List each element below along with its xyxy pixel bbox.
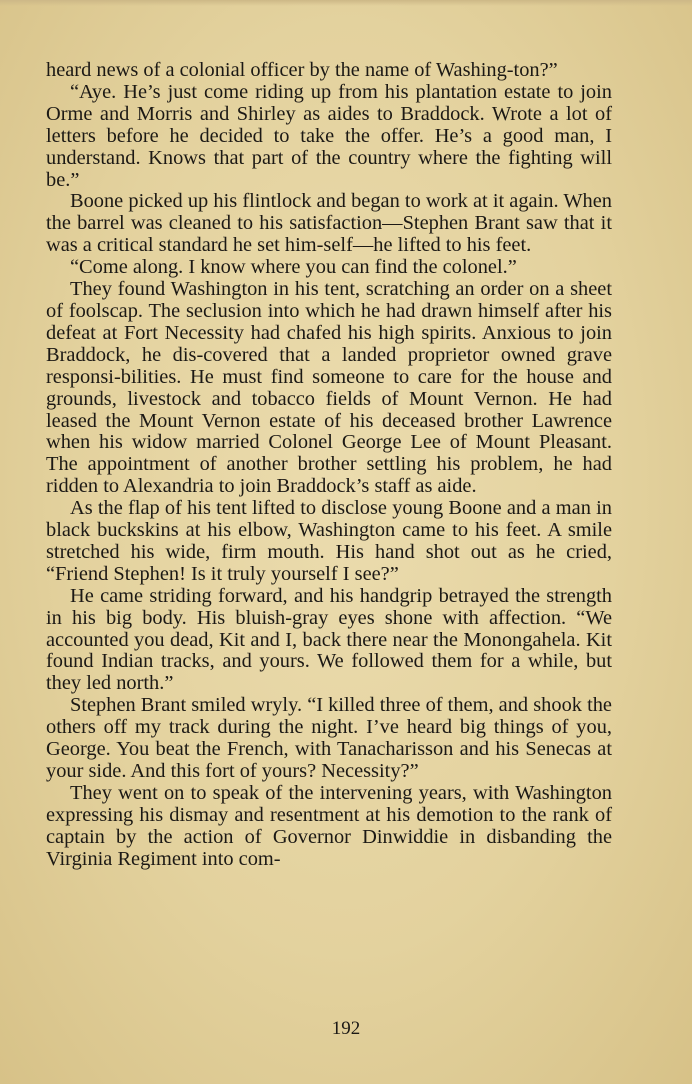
paragraph-7: He came striding forward, and his handgrip betrayed the strength in his big body. His bluish-gray eyes shone with affection. “We accounted you dead, Kit and I, back there near the Monongahela. Kit found Indian tracks, and yours. We followed them for a while, but they led north.”: [46, 584, 612, 695]
paragraph-4: “Come along. I know where you can find the colonel.”: [70, 256, 517, 279]
page-number: 192: [331, 1018, 361, 1039]
paragraph-9: They went on to speak of the intervening years, with Washington expressing his dismay and resentment at his demotion to the rank of captain by the action of Governor Dinwiddie in disbanding the Virginia Regiment into com-: [46, 781, 612, 870]
paragraph-6: As the flap of his tent lifted to disclose young Boone and a man in black buckskins at his elbow, Washington came to his feet. A smile stretched his wide, firm mouth. His hand shot out as he cried, “Friend Stephen! Is it truly yourself I see?”: [46, 497, 612, 585]
paragraph-3: Boone picked up his flintlock and began to work at it again. When the barrel was cleaned to his satisfaction—Stephen Brant saw that it was a critical standard he set him-self—he lifted to his feet.: [46, 190, 612, 257]
paragraph-5: They found Washington in his tent, scratching an order on a sheet of foolscap. The seclusion into which he had drawn himself after his defeat at Fort Necessity had chafed his high spirits. Anxious to join Braddock, he dis-covered that a landed proprietor owned grave responsi-bilities. He must find someone to care for the house and grounds, livestock and tobacco fields of Mount Vernon. He had leased the Mount Vernon estate of his deceased brother Lawrence when his widow married Colonel George Lee of Mount Pleasant. The appointment of another brother settling his problem, he had ridden to Alexandria to join Braddock’s staff as aide.: [46, 278, 612, 498]
body-text: [46, 60, 612, 871]
paragraph-2: “Aye. He’s just come riding up from his plantation estate to join Orme and Morris and Shirley as aides to Braddock. Wrote a lot of letters before he decided to take the offer. He’s a good man, I understand. Knows that part of the country where the fighting will be.”: [46, 80, 612, 191]
paragraph-8: Stephen Brant smiled wryly. “I killed three of them, and shook the others off my track during the night. I’ve heard big things of you, George. You beat the French, with Tanacharisson and his Senecas at your side. And this fort of yours? Necessity?”: [46, 694, 612, 782]
page-edge: [0, 0, 692, 6]
paragraph-1: heard news of a colonial officer by the name of Washing-ton?”: [46, 59, 558, 81]
